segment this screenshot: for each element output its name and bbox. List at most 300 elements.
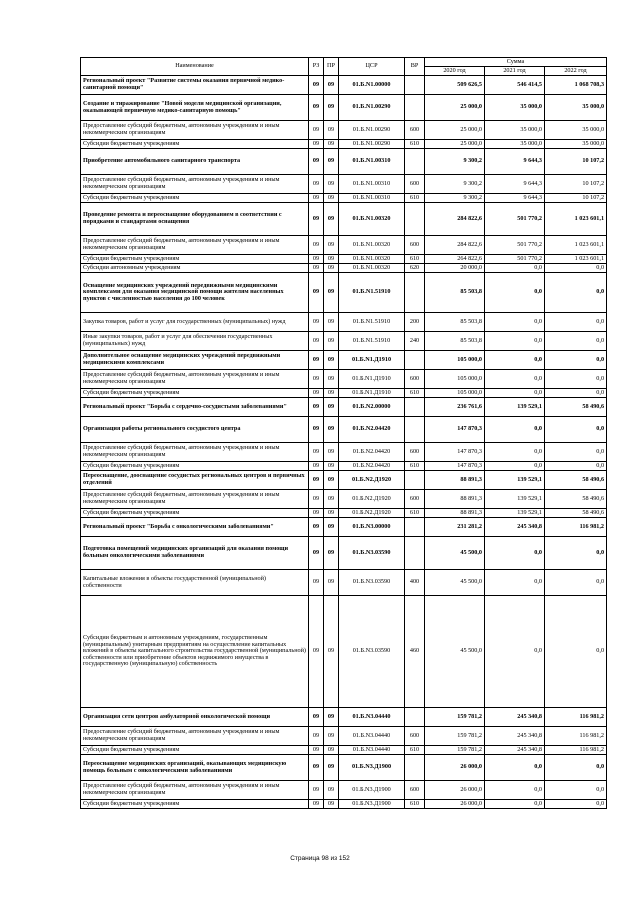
row-pr: 09: [324, 149, 339, 175]
row-value-2022: 1 023 601,1: [545, 236, 607, 255]
row-csr: 01.Б.N3.03590: [339, 596, 405, 708]
row-name: Предоставление субсидий бюджетным, автономным учреждениям и иным некоммерческим организациям: [81, 370, 309, 389]
row-value-2021: 139 529,1: [485, 471, 545, 490]
row-name: Проведение ремонта и переоснащение оборудованием в соответствии с порядками и стандартами оснащения: [81, 203, 309, 236]
row-csr: 01.Б.N2.04420: [339, 443, 405, 462]
table-row: [81, 194, 607, 203]
row-name: Предоставление субсидий бюджетным, автономным учреждениям и иным некоммерческим организациям: [81, 443, 309, 462]
row-csr: 01.Б.N1.Д1910: [339, 370, 405, 389]
page-number: Страница 98 из 152: [290, 855, 350, 862]
row-name: Предоставление субсидий бюджетным, автономным учреждениям и иным некоммерческим организациям: [81, 781, 309, 800]
row-value-2022: 58 490,6: [545, 471, 607, 490]
row-value-2020: 231 281,2: [425, 518, 485, 537]
header-csr: ЦСР: [339, 58, 405, 76]
table-row: [81, 351, 607, 370]
row-rz: 09: [309, 76, 324, 95]
row-name: Создание и тиражирование "Новой модели медицинской организации, оказывающей первичную медико-санитарную помощь": [81, 95, 309, 121]
row-value-2022: 10 107,2: [545, 194, 607, 203]
row-name: Субсидии бюджетным учреждениям: [81, 746, 309, 755]
row-value-2021: 0,0: [485, 755, 545, 781]
row-name: Предоставление субсидий бюджетным, автономным учреждениям и иным некоммерческим организациям: [81, 236, 309, 255]
row-rz: 09: [309, 755, 324, 781]
table-row: [81, 121, 607, 140]
row-rz: 09: [309, 596, 324, 708]
row-value-2020: 509 626,5: [425, 76, 485, 95]
table-row: [81, 518, 607, 537]
row-pr: 09: [324, 443, 339, 462]
row-pr: 09: [324, 370, 339, 389]
row-name: Дополнительное оснащение медицинских учреждений передвижными медицинскими комплексами: [81, 351, 309, 370]
row-value-2022: 0,0: [545, 596, 607, 708]
row-rz: 09: [309, 708, 324, 727]
row-rz: 09: [309, 509, 324, 518]
row-name: Субсидии бюджетным учреждениям: [81, 509, 309, 518]
row-value-2022: 35 000,0: [545, 95, 607, 121]
row-rz: 09: [309, 490, 324, 509]
row-vr: 600: [405, 175, 425, 194]
row-value-2022: 58 490,6: [545, 398, 607, 417]
table-row: [81, 255, 607, 264]
table-row: [81, 537, 607, 570]
row-name: Субсидии бюджетным и автономным учреждениям, государственным (муниципальным) унитарным предприятиям на осуществление капитальных вложений в объекты капитального строительства государственной (муниципальной) собственности или приобретение объектов недвижимого имущества в государственную (муниципальную) собственность: [81, 596, 309, 708]
row-value-2020: 25 000,0: [425, 140, 485, 149]
row-value-2020: 26 000,0: [425, 755, 485, 781]
row-vr: 610: [405, 746, 425, 755]
row-name: Подготовка помещений медицинских организаций для оказания помощи больным онкологическими заболеваниями: [81, 537, 309, 570]
row-value-2021: 139 529,1: [485, 398, 545, 417]
row-pr: 09: [324, 313, 339, 332]
row-value-2022: 58 490,6: [545, 490, 607, 509]
table-row: [81, 140, 607, 149]
row-value-2022: 10 107,2: [545, 175, 607, 194]
header-sum: Сумма: [425, 58, 607, 67]
row-value-2022: 0,0: [545, 755, 607, 781]
table-row: [81, 76, 607, 95]
row-value-2021: 139 529,1: [485, 490, 545, 509]
row-name: Организация сети центров амбулаторной онкологической помощи: [81, 708, 309, 727]
row-value-2022: 0,0: [545, 417, 607, 443]
table-row: [81, 95, 607, 121]
table-row: [81, 462, 607, 471]
row-value-2020: 159 781,2: [425, 746, 485, 755]
row-value-2021: 0,0: [485, 596, 545, 708]
row-value-2022: 1 023 601,1: [545, 203, 607, 236]
row-value-2020: 147 870,3: [425, 462, 485, 471]
row-pr: 09: [324, 781, 339, 800]
row-csr: 01.Б.N1.51910: [339, 332, 405, 351]
row-value-2021: 0,0: [485, 417, 545, 443]
row-vr: 600: [405, 490, 425, 509]
row-value-2021: 139 529,1: [485, 509, 545, 518]
row-value-2020: 45 500,0: [425, 537, 485, 570]
row-rz: 09: [309, 471, 324, 490]
row-rz: 09: [309, 389, 324, 398]
row-value-2021: 9 644,3: [485, 175, 545, 194]
row-value-2021: 0,0: [485, 273, 545, 313]
row-csr: 01.Б.N2.04420: [339, 462, 405, 471]
row-csr: 01.Б.N3.00000: [339, 518, 405, 537]
table-row: [81, 490, 607, 509]
row-vr: 200: [405, 313, 425, 332]
row-name: Субсидии бюджетным учреждениям: [81, 800, 309, 809]
row-value-2020: 85 503,8: [425, 313, 485, 332]
table-row: [81, 370, 607, 389]
row-pr: 09: [324, 121, 339, 140]
row-vr: [405, 417, 425, 443]
row-csr: 01.Б.N1.51910: [339, 313, 405, 332]
row-value-2020: 26 000,0: [425, 781, 485, 800]
row-name: Оснащение медицинских учреждений передвижными медицинскими комплексами для оказания медицинской помощи жителям населенных пунктов с численностью населения до 100 человек: [81, 273, 309, 313]
table-row: [81, 570, 607, 596]
row-vr: 610: [405, 255, 425, 264]
row-value-2020: 26 000,0: [425, 800, 485, 809]
row-csr: 01.Б.N3.03590: [339, 570, 405, 596]
row-name: Предоставление субсидий бюджетным, автономным учреждениям и иным некоммерческим организациям: [81, 175, 309, 194]
row-value-2020: 105 000,0: [425, 351, 485, 370]
row-rz: 09: [309, 95, 324, 121]
row-rz: 09: [309, 518, 324, 537]
row-rz: 09: [309, 417, 324, 443]
row-vr: 600: [405, 236, 425, 255]
row-rz: 09: [309, 570, 324, 596]
row-value-2020: 264 822,6: [425, 255, 485, 264]
row-rz: 09: [309, 370, 324, 389]
row-rz: 09: [309, 398, 324, 417]
row-value-2021: 501 770,2: [485, 236, 545, 255]
row-pr: 09: [324, 332, 339, 351]
row-vr: 610: [405, 140, 425, 149]
row-name: Субсидии бюджетным учреждениям: [81, 140, 309, 149]
row-pr: 09: [324, 596, 339, 708]
row-vr: 240: [405, 332, 425, 351]
row-pr: 09: [324, 518, 339, 537]
table-body: [81, 76, 607, 809]
row-pr: 09: [324, 471, 339, 490]
row-value-2020: 9 300,2: [425, 175, 485, 194]
row-pr: 09: [324, 398, 339, 417]
row-value-2022: 116 981,2: [545, 708, 607, 727]
table-row: [81, 509, 607, 518]
row-vr: [405, 273, 425, 313]
row-csr: 01.Б.N1.00290: [339, 121, 405, 140]
row-name: Иные закупки товаров, работ и услуг для обеспечения государственных (муниципальных) нужд: [81, 332, 309, 351]
row-value-2021: 0,0: [485, 443, 545, 462]
row-vr: [405, 149, 425, 175]
row-name: Субсидии автономным учреждениям: [81, 264, 309, 273]
row-csr: 01.Б.N1.00320: [339, 203, 405, 236]
row-value-2020: 88 891,3: [425, 490, 485, 509]
budget-table: [80, 57, 607, 809]
row-rz: 09: [309, 332, 324, 351]
row-rz: 09: [309, 175, 324, 194]
row-value-2020: 147 870,3: [425, 417, 485, 443]
row-pr: 09: [324, 462, 339, 471]
row-name: Региональный проект "Развитие системы оказания первичной медико-санитарной помощи": [81, 76, 309, 95]
row-value-2020: 236 761,6: [425, 398, 485, 417]
row-vr: [405, 398, 425, 417]
row-pr: 09: [324, 273, 339, 313]
row-vr: [405, 471, 425, 490]
row-name: Организация работы регионального сосудистого центра: [81, 417, 309, 443]
row-value-2021: 501 770,2: [485, 255, 545, 264]
row-rz: 09: [309, 273, 324, 313]
row-value-2021: 0,0: [485, 332, 545, 351]
row-rz: 09: [309, 149, 324, 175]
row-pr: 09: [324, 509, 339, 518]
row-value-2020: 85 503,8: [425, 273, 485, 313]
row-csr: 01.Б.N3.Д1900: [339, 755, 405, 781]
row-value-2022: 35 000,0: [545, 140, 607, 149]
row-csr: 01.Б.N1.00310: [339, 149, 405, 175]
row-pr: 09: [324, 537, 339, 570]
row-pr: 09: [324, 351, 339, 370]
row-value-2022: 58 490,6: [545, 509, 607, 518]
table-row: [81, 727, 607, 746]
row-rz: 09: [309, 140, 324, 149]
table-row: [81, 203, 607, 236]
row-value-2021: 0,0: [485, 351, 545, 370]
row-value-2022: 0,0: [545, 351, 607, 370]
row-vr: [405, 518, 425, 537]
row-csr: 01.Б.N1.00320: [339, 236, 405, 255]
row-value-2021: 0,0: [485, 264, 545, 273]
row-value-2022: 0,0: [545, 781, 607, 800]
row-value-2020: 88 891,3: [425, 471, 485, 490]
row-csr: 01.Б.N1.51910: [339, 273, 405, 313]
row-value-2020: 9 300,2: [425, 149, 485, 175]
row-vr: [405, 203, 425, 236]
row-vr: [405, 351, 425, 370]
row-value-2022: 0,0: [545, 370, 607, 389]
row-value-2022: 0,0: [545, 443, 607, 462]
table-row: [81, 755, 607, 781]
row-vr: [405, 708, 425, 727]
row-name: Региональный проект "Борьба с онкологическими заболеваниями": [81, 518, 309, 537]
row-csr: 01.Б.N2.Д1920: [339, 471, 405, 490]
row-name: Региональный проект "Борьба с сердечно-сосудистыми заболеваниями": [81, 398, 309, 417]
row-name: Предоставление субсидий бюджетным, автономным учреждениям и иным некоммерческим организациям: [81, 727, 309, 746]
table-row: [81, 264, 607, 273]
row-rz: 09: [309, 236, 324, 255]
row-csr: 01.Б.N1.00000: [339, 76, 405, 95]
row-vr: [405, 755, 425, 781]
row-pr: 09: [324, 746, 339, 755]
row-value-2021: 35 000,0: [485, 95, 545, 121]
row-value-2021: 245 340,8: [485, 708, 545, 727]
header-vr: ВР: [405, 58, 425, 76]
row-name: Закупка товаров, работ и услуг для государственных (муниципальных) нужд: [81, 313, 309, 332]
row-value-2020: 159 781,2: [425, 727, 485, 746]
table-row: [81, 332, 607, 351]
row-vr: 610: [405, 462, 425, 471]
row-pr: 09: [324, 490, 339, 509]
row-pr: 09: [324, 95, 339, 121]
row-rz: 09: [309, 255, 324, 264]
row-name: Предоставление субсидий бюджетным, автономным учреждениям и иным некоммерческим организациям: [81, 121, 309, 140]
row-pr: 09: [324, 755, 339, 781]
row-pr: 09: [324, 203, 339, 236]
row-vr: 610: [405, 389, 425, 398]
row-value-2021: 245 340,8: [485, 746, 545, 755]
row-csr: 01.Б.N2.Д1920: [339, 509, 405, 518]
row-vr: [405, 537, 425, 570]
row-name: Субсидии бюджетным учреждениям: [81, 389, 309, 398]
row-name: Капитальные вложения в объекты государственной (муниципальной) собственности: [81, 570, 309, 596]
row-value-2022: 0,0: [545, 462, 607, 471]
row-csr: 01.Б.N1.00290: [339, 95, 405, 121]
row-value-2020: 105 000,0: [425, 389, 485, 398]
row-vr: 610: [405, 800, 425, 809]
row-name: Переоснащение медицинских организаций, оказывающих медицинскую помощь больным с онкологическими заболеваниями: [81, 755, 309, 781]
row-rz: 09: [309, 443, 324, 462]
row-value-2022: 0,0: [545, 264, 607, 273]
row-pr: 09: [324, 76, 339, 95]
row-csr: 01.Б.N1.00320: [339, 255, 405, 264]
header-year-2022: 2022 год: [545, 67, 607, 76]
row-rz: 09: [309, 264, 324, 273]
header-year-2020: 2020 год: [425, 67, 485, 76]
row-value-2022: 0,0: [545, 389, 607, 398]
row-pr: 09: [324, 175, 339, 194]
row-pr: 09: [324, 255, 339, 264]
row-rz: 09: [309, 727, 324, 746]
row-vr: 600: [405, 781, 425, 800]
row-value-2020: 25 000,0: [425, 95, 485, 121]
row-value-2022: 116 981,2: [545, 518, 607, 537]
row-name: Приобретение автомобильного санитарного транспорта: [81, 149, 309, 175]
row-value-2022: 116 981,2: [545, 727, 607, 746]
table-row: [81, 708, 607, 727]
row-value-2021: 546 414,5: [485, 76, 545, 95]
row-value-2022: 0,0: [545, 537, 607, 570]
row-rz: 09: [309, 203, 324, 236]
row-value-2020: 147 870,3: [425, 443, 485, 462]
header-rz: РЗ: [309, 58, 324, 76]
row-csr: 01.Б.N2.Д1920: [339, 490, 405, 509]
row-pr: 09: [324, 570, 339, 596]
row-value-2020: 159 781,2: [425, 708, 485, 727]
table-row: [81, 149, 607, 175]
row-csr: 01.Б.N3.04440: [339, 746, 405, 755]
table-row: [81, 596, 607, 708]
row-name: Предоставление субсидий бюджетным, автономным учреждениям и иным некоммерческим организациям: [81, 490, 309, 509]
row-value-2021: 0,0: [485, 537, 545, 570]
row-csr: 01.Б.N3.04440: [339, 708, 405, 727]
row-pr: 09: [324, 727, 339, 746]
row-csr: 01.Б.N1.00310: [339, 194, 405, 203]
row-value-2021: 0,0: [485, 781, 545, 800]
row-value-2022: 1 068 708,3: [545, 76, 607, 95]
row-vr: 600: [405, 443, 425, 462]
table-row: [81, 443, 607, 462]
row-csr: 01.Б.N2.04420: [339, 417, 405, 443]
table-row: [81, 273, 607, 313]
row-value-2022: 116 981,2: [545, 746, 607, 755]
row-value-2021: 9 644,3: [485, 149, 545, 175]
row-value-2021: 0,0: [485, 313, 545, 332]
row-value-2022: 35 000,0: [545, 121, 607, 140]
row-value-2020: 45 500,0: [425, 596, 485, 708]
table-row: [81, 746, 607, 755]
row-value-2021: 35 000,0: [485, 140, 545, 149]
row-value-2022: 0,0: [545, 313, 607, 332]
row-vr: 600: [405, 121, 425, 140]
row-pr: 09: [324, 800, 339, 809]
row-vr: 610: [405, 194, 425, 203]
row-csr: 01.Б.N1.00290: [339, 140, 405, 149]
row-value-2021: 501 770,2: [485, 203, 545, 236]
row-vr: 460: [405, 596, 425, 708]
row-rz: 09: [309, 746, 324, 755]
row-value-2021: 0,0: [485, 389, 545, 398]
row-csr: 01.Б.N1.Д1910: [339, 351, 405, 370]
table-row: [81, 313, 607, 332]
row-vr: [405, 95, 425, 121]
row-value-2020: 9 300,2: [425, 194, 485, 203]
row-pr: 09: [324, 389, 339, 398]
row-value-2022: 0,0: [545, 800, 607, 809]
row-csr: 01.Б.N3.04440: [339, 727, 405, 746]
table-row: [81, 417, 607, 443]
row-value-2022: 0,0: [545, 332, 607, 351]
table-row: [81, 471, 607, 490]
row-value-2020: 85 503,8: [425, 332, 485, 351]
row-vr: [405, 76, 425, 95]
row-csr: 01.Б.N2.00000: [339, 398, 405, 417]
row-vr: 610: [405, 509, 425, 518]
row-name: Субсидии бюджетным учреждениям: [81, 255, 309, 264]
row-pr: 09: [324, 264, 339, 273]
table-row: [81, 800, 607, 809]
header-year-2021: 2021 год: [485, 67, 545, 76]
row-vr: 400: [405, 570, 425, 596]
table-row: [81, 398, 607, 417]
row-rz: 09: [309, 537, 324, 570]
row-csr: 01.Б.N1.Д1910: [339, 389, 405, 398]
row-value-2020: 45 500,0: [425, 570, 485, 596]
row-value-2021: 0,0: [485, 800, 545, 809]
row-csr: 01.Б.N3.Д1900: [339, 800, 405, 809]
row-pr: 09: [324, 140, 339, 149]
row-value-2022: 10 107,2: [545, 149, 607, 175]
row-vr: 620: [405, 264, 425, 273]
row-rz: 09: [309, 462, 324, 471]
row-value-2022: 0,0: [545, 273, 607, 313]
row-value-2020: 105 000,0: [425, 370, 485, 389]
row-rz: 09: [309, 351, 324, 370]
row-pr: 09: [324, 708, 339, 727]
row-vr: 600: [405, 727, 425, 746]
header-pr: ПР: [324, 58, 339, 76]
row-value-2022: 1 023 601,1: [545, 255, 607, 264]
table-row: [81, 781, 607, 800]
row-value-2021: 245 340,8: [485, 727, 545, 746]
row-name: Субсидии бюджетным учреждениям: [81, 194, 309, 203]
row-csr: 01.Б.N3.Д1900: [339, 781, 405, 800]
row-value-2021: 0,0: [485, 462, 545, 471]
row-value-2021: 0,0: [485, 570, 545, 596]
row-value-2020: 284 822,6: [425, 203, 485, 236]
row-rz: 09: [309, 313, 324, 332]
row-rz: 09: [309, 194, 324, 203]
row-value-2020: 284 822,6: [425, 236, 485, 255]
row-value-2020: 25 000,0: [425, 121, 485, 140]
row-value-2021: 9 644,3: [485, 194, 545, 203]
row-csr: 01.Б.N1.00310: [339, 175, 405, 194]
row-pr: 09: [324, 236, 339, 255]
row-csr: 01.Б.N1.00320: [339, 264, 405, 273]
row-pr: 09: [324, 417, 339, 443]
